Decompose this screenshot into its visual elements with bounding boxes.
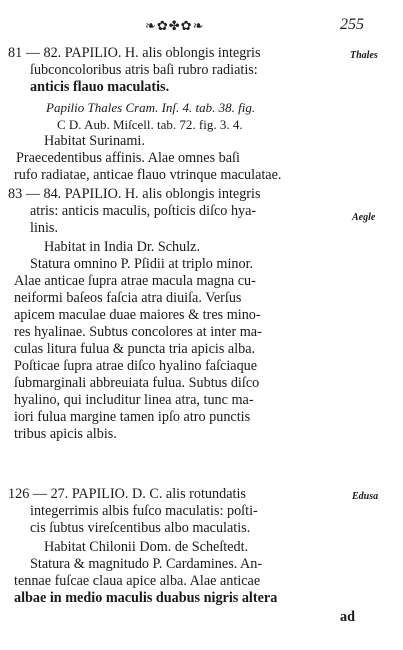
text-line: res hyalinae. Subtus concolores at inter ma- [14, 324, 262, 340]
text-line: Praecedentibus affinis. Alae omnes baſi [16, 150, 240, 166]
text-line: apicem maculae duae maiores & tres mino- [14, 307, 261, 323]
citation-line: C D. Aub. Miſcell. tab. 72. fig. 3. 4. [57, 117, 243, 132]
text-line: rufo radiatae, anticae flauo vtrinque maculatae. [14, 167, 282, 183]
entry-heading-83: 83 — 84. PAPILIO. H. alis oblongis integris [8, 186, 261, 202]
text-line: culas litura fulua & puncta tria apicis alba. [14, 341, 256, 357]
entry-heading-81: 81 — 82. PAPILIO. H. alis oblongis integris [8, 45, 261, 61]
text-line: Statura omnino P. Pſidii at triplo minor. [30, 256, 254, 272]
margin-note-aegle: Aegle [352, 212, 376, 223]
text-line: tribus apicis albis. [14, 426, 117, 442]
catchword: ad [340, 609, 355, 625]
entry-heading-126: 126 — 27. PAPILIO. D. C. alis rotundatis [8, 486, 246, 502]
text-line: Statura & magnitudo P. Cardamines. An- [30, 556, 263, 572]
text-line: linis. [30, 220, 58, 236]
margin-note-thales: Thales [350, 50, 378, 61]
habitat-line: Habitat in India Dr. Schulz. [44, 239, 201, 255]
citation-line: Papilio Thales Cram. Inſ. 4. tab. 38. fig. [46, 100, 256, 115]
text-line: Alae anticae ſupra atrae macula magna cu- [14, 273, 256, 289]
page-number: 255 [340, 16, 364, 33]
header-ornament: ❧✿✤✿❧ [145, 18, 205, 33]
text-line: Poſticae ſupra atrae diſco hyalino faſciaque [14, 358, 258, 374]
text-line: ſubmarginali abbreuiata fulua. Subtus diſco [14, 375, 260, 391]
text-line: integerrimis albis fuſco maculatis: poſti- [30, 503, 258, 519]
text-line: cis ſubtus vireſcentibus albo maculatis. [30, 520, 251, 536]
text-line: ſubconcoloribus atris baſi rubro radiatis: [30, 62, 258, 78]
text-line: anticis flauo maculatis. [30, 79, 170, 95]
habitat-line: Habitat Surinami. [44, 133, 145, 149]
text-line: albae in medio maculis duabus nigris altera [14, 590, 278, 606]
text-line: hyalino, qui includitur linea atra, tunc ma- [14, 392, 254, 408]
habitat-line: Habitat Chilonii Dom. de Scheſtedt. [44, 539, 249, 555]
text-line: iori fulua margine tamen ipſo atro punctis [14, 409, 251, 425]
text-line: neiformi baſeos faſcia atra diuiſa. Verſus [14, 290, 242, 306]
text-line: atris: anticis maculis, poſticis diſco hya- [30, 203, 257, 219]
margin-note-edusa: Edusa [352, 491, 379, 502]
text-line: tennae fuſcae claua apice alba. Alae anticae [14, 573, 261, 589]
